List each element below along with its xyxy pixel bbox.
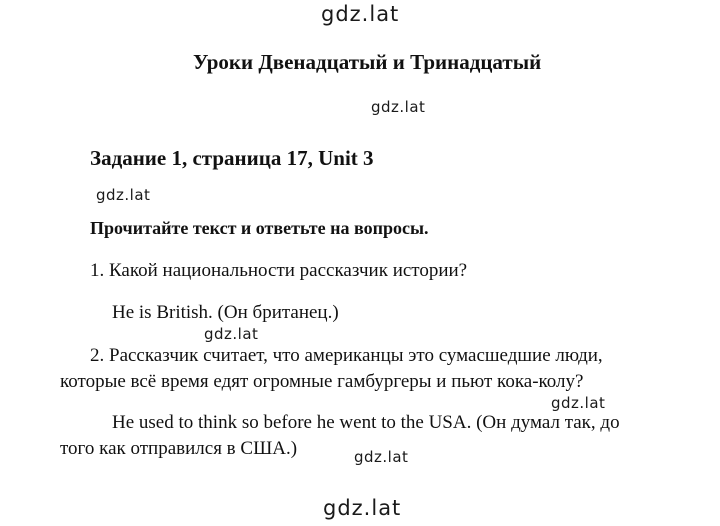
watermark-text: gdz.lat <box>354 448 409 466</box>
watermark-text: gdz.lat <box>96 186 151 204</box>
question-1: 1. Какой национальности рассказчик истории? <box>90 260 468 281</box>
watermark-text: gdz.lat <box>371 98 426 116</box>
instruction-text: Прочитайте текст и ответьте на вопросы. <box>90 218 429 238</box>
answer-1: He is British. (Он британец.) <box>112 302 339 323</box>
page-title: Уроки Двенадцатый и Тринадцатый <box>193 50 542 74</box>
answer-2-line-2: того как отправился в США.) <box>60 438 298 459</box>
question-2-line-1: 2. Рассказчик считает, что американцы это сумасшедшие люди, <box>90 345 603 366</box>
answer-2-line-1: He used to think so before he went to the USA. (Он думал так, до <box>112 412 620 433</box>
watermark-text: gdz.lat <box>323 496 402 520</box>
task-heading: Задание 1, страница 17, Unit 3 <box>90 146 374 170</box>
question-2-line-2: которые всё время едят огромные гамбургеры и пьют кока-колу? <box>60 371 584 392</box>
watermark-text: gdz.lat <box>204 325 259 343</box>
watermark-text: gdz.lat <box>551 394 606 412</box>
watermark-text: gdz.lat <box>321 2 400 26</box>
